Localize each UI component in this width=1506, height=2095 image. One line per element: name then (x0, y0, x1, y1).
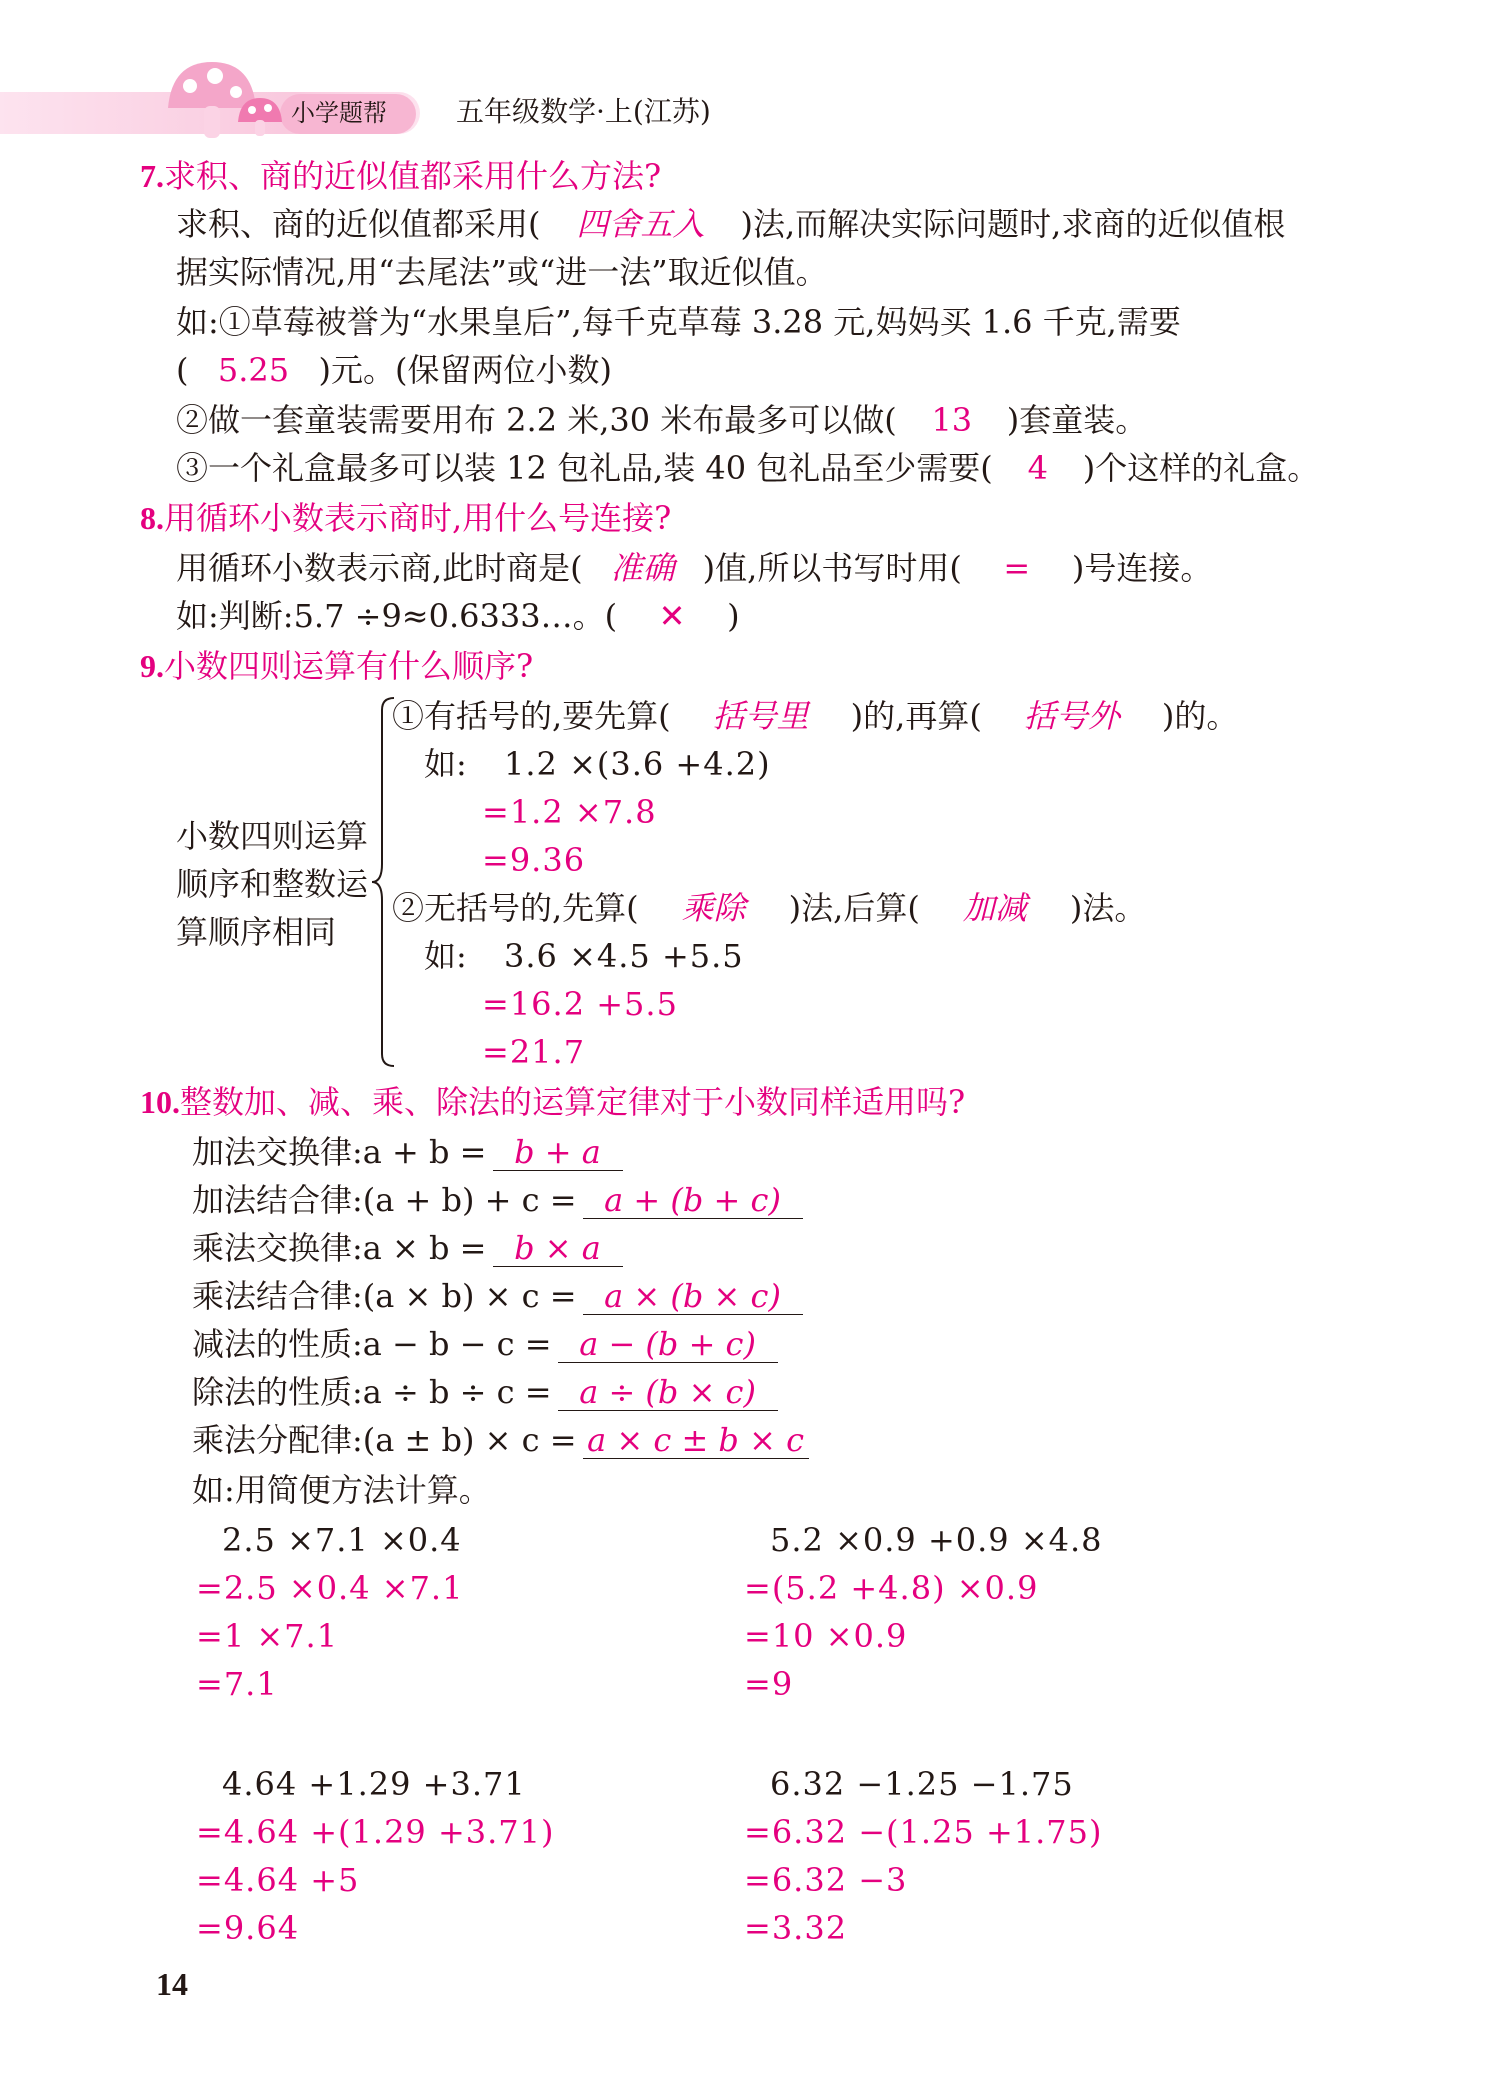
law-answer-blank: a ÷ (b × c) (558, 1374, 778, 1411)
q7-example2-text: ②做一套童装需要用布 2.2 米,30 米布最多可以做( (176, 401, 897, 439)
calc-step: =3.32 (744, 1909, 848, 1947)
law-label: 加法结合律:(a + b) + c = (192, 1181, 577, 1219)
calc-step: =4.64 +5 (196, 1861, 360, 1899)
q8-example (176, 594, 740, 638)
law-label: 加法交换律:a + b = (192, 1133, 487, 1171)
q8-line1-text-3: )号连接。 (1071, 549, 1213, 587)
q7-line1 (176, 202, 1285, 246)
q10-title: 整数加、减、乘、除法的运算定律对于小数同样适用吗? (180, 1083, 966, 1121)
calc-expr: 6.32 −1.25 −1.75 (770, 1765, 1074, 1803)
law-row (192, 1418, 809, 1462)
q9-rule1-text-2: )的,再算( (850, 697, 982, 735)
q9-number: 9. (140, 648, 164, 684)
q9-rule1-text-3: )的。 (1161, 697, 1239, 735)
q9-rule2-text: ②无括号的,先算( (392, 889, 639, 927)
q9-rule2 (392, 886, 1146, 930)
brace-icon (368, 696, 398, 1068)
q9-answer-outside: 括号外 (1023, 697, 1120, 735)
q9-ex2-expr: 3.6 ×4.5 +5.5 (504, 937, 744, 975)
law-answer-blank: a − (b + c) (558, 1326, 778, 1363)
law-answer-blank: b × a (493, 1230, 623, 1267)
law-row (192, 1322, 778, 1366)
law-row (192, 1226, 623, 1270)
q8-heading (140, 496, 671, 540)
q7-line2: 据实际情况,用“去尾法”或“进一法”取近似值。 (176, 253, 828, 291)
q9-ex2-step2: =21.7 (482, 1033, 586, 1071)
q7-example1: 如:①草莓被誉为“水果皇后”,每千克草莓 3.28 元,妈妈买 1.6 千克,需要 (176, 303, 1181, 341)
q8-example-text: 如:判断:5.7 ÷9≈0.6333…。( (176, 597, 618, 635)
q8-title: 用循环小数表示商时,用什么号连接? (164, 499, 672, 537)
q7-answer-method: 四舍五入 (576, 205, 705, 243)
q9-ex1-expr: 1.2 ×(3.6 +4.2) (504, 745, 771, 783)
q7-example2 (176, 398, 1147, 442)
q9-ex2-step1: =16.2 +5.5 (482, 985, 678, 1023)
q9-side-label-3: 算顺序相同 (176, 913, 337, 951)
q9-rule1 (392, 694, 1238, 738)
q7-example2-tail: )套童装。 (1006, 401, 1148, 439)
law-row (192, 1178, 803, 1222)
law-label: 乘法交换律:a × b = (192, 1229, 487, 1267)
q7-heading (140, 154, 661, 198)
q7-example1-answer-line (176, 348, 612, 392)
q9-ex1-step2: =9.36 (482, 841, 586, 879)
q8-number: 8. (140, 500, 164, 536)
calc-step: =10 ×0.9 (744, 1617, 908, 1655)
calc-step: =7.1 (196, 1665, 278, 1703)
q9-answer-muldiv: 乘除 (681, 889, 746, 927)
example-intro: 如:用简便方法计算。 (192, 1471, 491, 1509)
q7-example3-answer: 4 (1027, 449, 1048, 487)
law-label: 乘法分配律:(a ± b) × c = (192, 1421, 577, 1459)
q9-rule1-text: ①有括号的,要先算( (392, 697, 671, 735)
q9-side-label-2: 顺序和整数运 (176, 865, 369, 903)
law-label: 减法的性质:a − b − c = (192, 1325, 552, 1363)
q9-rule2-text-2: )法,后算( (788, 889, 920, 927)
q7-line1-text-2: )法,而解决实际问题时,求商的近似值根 (740, 205, 1286, 243)
q8-example-tail: ) (727, 597, 740, 635)
q8-answer-cross: ✕ (658, 597, 686, 635)
page-number: 14 (156, 1966, 188, 2002)
calc-step: =(5.2 +4.8) ×0.9 (744, 1569, 1039, 1607)
q8-line1-text-2: )值,所以书写时用( (702, 549, 962, 587)
q9-answer-inside: 括号里 (712, 697, 809, 735)
brand-label: 小学题帮 (291, 99, 387, 127)
q7-example3 (176, 446, 1319, 490)
law-label: 乘法结合律:(a × b) × c = (192, 1277, 577, 1315)
calc-step: =4.64 +(1.29 +3.71) (196, 1813, 555, 1851)
q9-rule2-text-3: )法。 (1069, 889, 1147, 927)
calc-step: =1 ×7.1 (196, 1617, 339, 1655)
calc-step: =9.64 (196, 1909, 300, 1947)
calc-expr: 2.5 ×7.1 ×0.4 (222, 1521, 462, 1559)
law-row (192, 1130, 623, 1174)
law-answer-blank: a + (b + c) (583, 1182, 803, 1219)
q7-example3-tail: )个这样的礼盒。 (1082, 449, 1320, 487)
mushroom-icon (160, 56, 290, 142)
q8-answer-sign: = (1003, 549, 1031, 587)
q9-answer-addsub: 加减 (962, 889, 1027, 927)
q8-line1-text: 用循环小数表示商,此时商是( (176, 549, 583, 587)
calc-step: =6.32 −3 (744, 1861, 908, 1899)
book-title: 五年级数学·上(江苏) (456, 95, 711, 128)
q7-example1-answer: 5.25 (217, 351, 290, 389)
law-label: 除法的性质:a ÷ b ÷ c = (192, 1373, 552, 1411)
q8-line1 (176, 546, 1212, 590)
law-row (192, 1274, 803, 1318)
calc-step: =2.5 ×0.4 ×7.1 (196, 1569, 464, 1607)
q7-example3-text: ③一个礼盒最多可以装 12 包礼品,装 40 包礼品至少需要( (176, 449, 993, 487)
law-answer-blank: b + a (493, 1134, 623, 1171)
q8-answer-exact: 准确 (610, 549, 675, 587)
q7-paren-open: ( (176, 351, 189, 389)
law-answer-blank: a × c ± b × c (583, 1422, 809, 1459)
calc-expr: 4.64 +1.29 +3.71 (222, 1765, 526, 1803)
q7-example2-answer: 13 (931, 401, 973, 439)
q9-ex1-label: 如: (424, 745, 467, 783)
q10-heading (140, 1080, 965, 1124)
q9-heading (140, 644, 533, 688)
q9-title: 小数四则运算有什么顺序? (164, 647, 534, 685)
q7-title: 求积、商的近似值都采用什么方法? (164, 157, 662, 195)
calc-expr: 5.2 ×0.9 +0.9 ×4.8 (770, 1521, 1103, 1559)
law-answer-blank: a × (b × c) (583, 1278, 803, 1315)
law-row (192, 1370, 778, 1414)
q9-ex2-label: 如: (424, 937, 467, 975)
q7-example1-tail: )元。(保留两位小数) (318, 351, 612, 389)
calc-step: =6.32 −(1.25 +1.75) (744, 1813, 1103, 1851)
q9-side-label-1: 小数四则运算 (176, 817, 369, 855)
q9-ex1-step1: =1.2 ×7.8 (482, 793, 657, 831)
q7-number: 7. (140, 158, 164, 194)
calc-step: =9 (744, 1665, 794, 1703)
q7-line1-text: 求积、商的近似值都采用( (176, 205, 541, 243)
q10-number: 10. (140, 1084, 180, 1120)
